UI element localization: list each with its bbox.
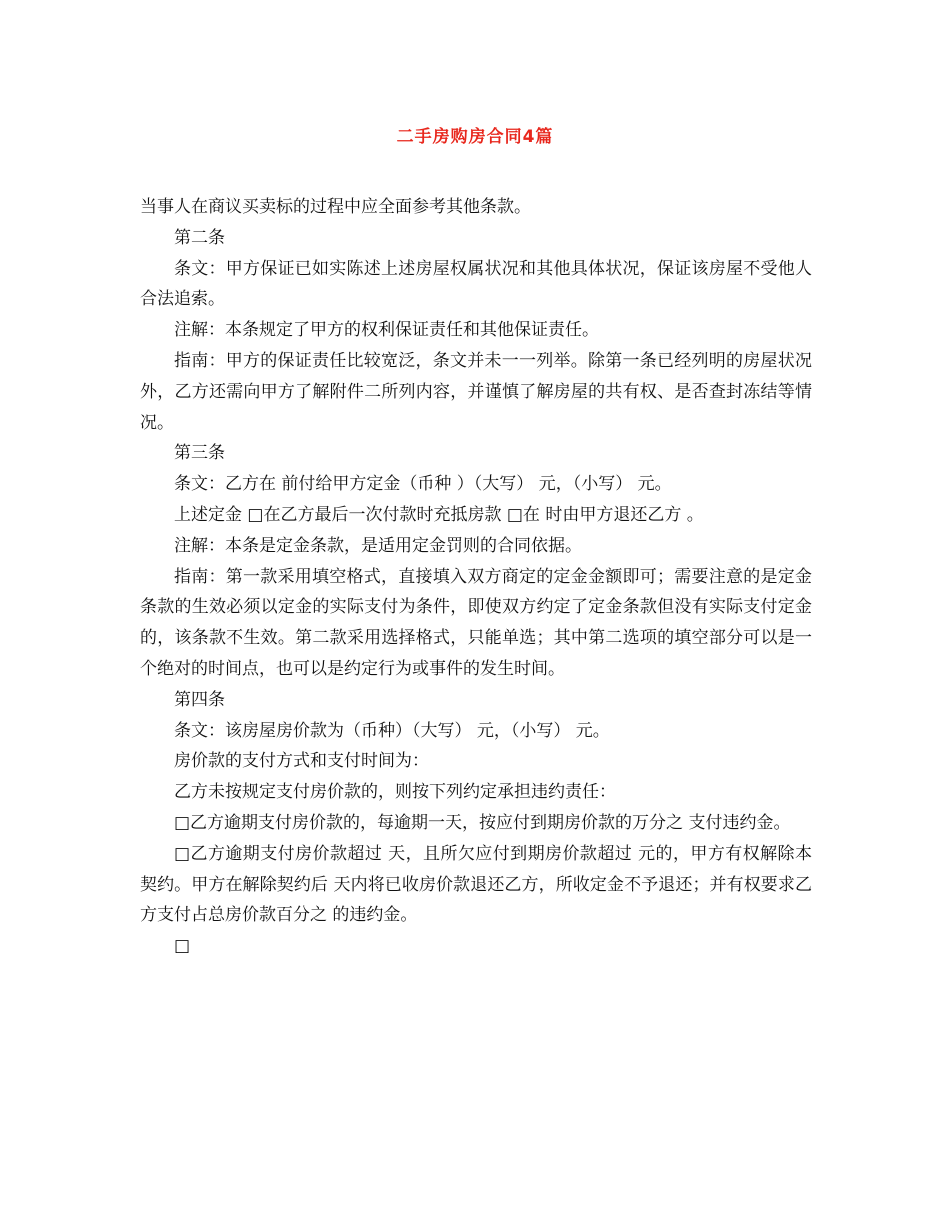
document-title: 二手房购房合同4篇 — [396, 127, 554, 147]
document-body — [140, 192, 812, 962]
paragraph: 条文：该房屋房价款为（币种）（大写） 元，（小写） 元。 — [174, 720, 610, 741]
paragraph: 第二条 — [174, 227, 225, 248]
paragraph: 第四条 — [174, 689, 225, 710]
paragraph: 上述定金 □在乙方最后一次付款时充抵房款 □在 时由甲方退还乙方 。 — [174, 504, 704, 525]
paragraph: 指南：甲方的保证责任比较宽泛，条文并未一一列举。除第一条已经列明的房屋状况外，乙方还需向甲方了解附件二所列内容，并谨慎了解房屋的共有权、是否查封冻结等情况。 — [140, 350, 812, 433]
paragraph: □乙方逾期支付房价款的，每逾期一天，按应付到期房价款的万分之 支付违约金。 — [174, 812, 791, 833]
paragraph: 当事人在商议买卖标的过程中应全面参考其他条款。 — [140, 197, 531, 217]
paragraph: 注解：本条规定了甲方的权利保证责任和其他保证责任。 — [174, 320, 599, 341]
paragraph: □乙方逾期支付房价款超过 天，且所欠应付到期房价款超过 元的，甲方有权解除本契约。甲方在解除契约后 天内将已收房价款退还乙方，所收定金不予退还；并有权要求乙方支付占总房价款百分之 的违约金。 — [140, 843, 812, 926]
paragraph: 乙方未按规定支付房价款的，则按下列约定承担违约责任： — [174, 782, 616, 803]
paragraph: 条文：乙方在 前付给甲方定金（币种 ）（大写） 元，（小写） 元。 — [174, 474, 672, 495]
paragraph: 第三条 — [174, 443, 225, 464]
paragraph: 房价款的支付方式和支付时间为： — [174, 751, 429, 772]
paragraph: 注解：本条是定金条款，是适用定金罚则的合同依据。 — [174, 535, 582, 556]
paragraph: □ — [174, 936, 191, 957]
paragraph: 条文：甲方保证已如实陈述上述房屋权属状况和其他具体状况，保证该房屋不受他人合法追索。 — [140, 258, 812, 310]
paragraph: 指南：第一款采用填空格式，直接填入双方商定的定金金额即可；需要注意的是定金条款的生效必须以定金的实际支付为条件，即使双方约定了定金条款但没有实际支付定金的，该条款不生效。第二款采用选择格式，只能单选；其中第二选项的填空部分可以是一个绝对的时间点，也可以是约定行为或事件的发生时间。 — [140, 566, 812, 679]
